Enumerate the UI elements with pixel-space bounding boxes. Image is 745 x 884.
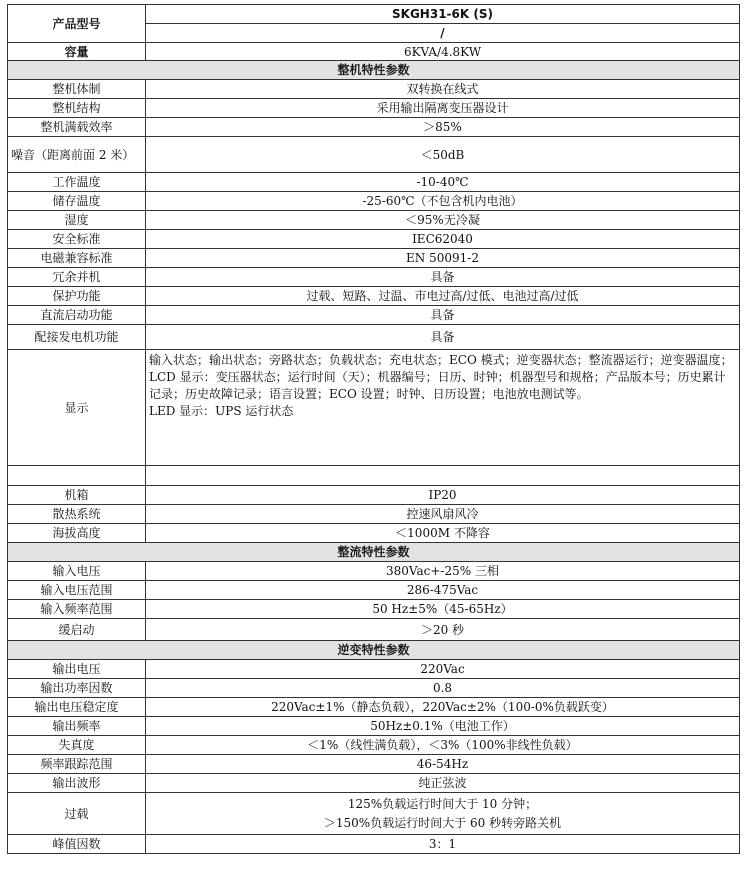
row-value: 纯正弦波 [146,774,740,793]
row-value: 具备 [146,268,740,287]
row-label: 输入频率范围 [8,600,146,619]
row-value: ＞20 秒 [146,619,740,641]
table-row [8,287,740,306]
table-row [8,774,740,793]
capacity-value: 6KVA/4.8KW [146,43,740,61]
table-row [8,173,740,192]
row-value: ＜95%无冷凝 [146,211,740,230]
table-row [8,211,740,230]
row-value: 286-475Vac [146,581,740,600]
row-label: 整机体制 [8,80,146,99]
table-row [8,118,740,137]
row-label: 机箱 [8,486,146,505]
display-row [8,350,740,466]
table-row [8,736,740,755]
table-row [8,793,740,835]
row-label: 输入电压 [8,562,146,581]
row-value: 0.8 [146,679,740,698]
row-label: 直流启动功能 [8,306,146,325]
row-value: 46-54Hz [146,755,740,774]
row-label: 保护功能 [8,287,146,306]
row-value: 双转换在线式 [146,80,740,99]
row-label: 输出功率因数 [8,679,146,698]
table-row [8,325,740,350]
row-label: 缓启动 [8,619,146,641]
overload-line-1: 125%负载运行时间大于 10 分钟； [347,796,538,811]
table-row [8,619,740,641]
row-label: 工作温度 [8,173,146,192]
row-value: 具备 [146,306,740,325]
display-line-status: 输入状态；输出状态；旁路状态；负载状态；充电状态；ECO 模式；逆变器状态；整流器运行；逆变器温度； [149,353,733,367]
model-value: SKGH31-6K (S) [146,5,740,24]
table-row [8,268,740,287]
row-label: 安全标准 [8,230,146,249]
row-value: ＜50dB [146,137,740,173]
table-row [8,192,740,211]
table-row [8,755,740,774]
row-value: IEC62040 [146,230,740,249]
row-label: 配接发电机功能 [8,325,146,350]
table-row [8,562,740,581]
model-label: 产品型号 [8,5,146,43]
table-row [8,80,740,99]
table-row [8,486,740,505]
model-sub: / [146,24,740,43]
row-label: 整机满载效率 [8,118,146,137]
row-label: 输出波形 [8,774,146,793]
row-label: 散热系统 [8,505,146,524]
table-row [8,249,740,268]
row-label: 电磁兼容标准 [8,249,146,268]
row-value: IP20 [146,486,740,505]
row-value: 控速风扇风冷 [146,505,740,524]
display-content [146,350,740,466]
row-value: 380Vac+-25% 三相 [146,562,740,581]
table-row [8,306,740,325]
empty-row [8,466,740,486]
table-row [8,698,740,717]
row-value: -10-40℃ [146,173,740,192]
row-value: 50 Hz±5%（45-65Hz） [146,600,740,619]
table-row [8,660,740,679]
overload-line-2: ＞150%负载运行时间大于 60 秒转旁路关机 [323,815,562,830]
capacity-label: 容量 [8,43,146,61]
overload-label: 过载 [8,793,146,835]
row-value: 过载、短路、过温、市电过高/过低、电池过高/过低 [146,287,740,306]
table-row [8,600,740,619]
row-value: ＜1000M 不降容 [146,524,740,543]
table-row [8,581,740,600]
table-row [8,835,740,854]
row-value: 具备 [146,325,740,350]
display-line-led: LED 显示：UPS 运行状态 [149,404,294,418]
row-label: 输出电压稳定度 [8,698,146,717]
row-label: 湿度 [8,211,146,230]
row-label: 失真度 [8,736,146,755]
table-row [8,717,740,736]
row-label: 频率跟踪范围 [8,755,146,774]
row-label: 输出频率 [8,717,146,736]
display-label: 显示 [8,350,146,466]
crest-value: 3：1 [146,835,740,854]
row-label: 输入电压范围 [8,581,146,600]
row-label: 整机结构 [8,99,146,118]
row-label: 噪音（距离前面 2 米） [8,137,146,173]
table-row [8,524,740,543]
row-value: EN 50091-2 [146,249,740,268]
display-line-lcd: LCD 显示：变压器状态；运行时间（天）；机器编号；日历、时钟；机器型号和规格；产品版本号；历史累计记录；历史故障记录；语言设置；ECO 设置；时钟、日历设置；电池放电测试等。 [149,370,726,401]
spec-table [7,4,740,854]
section-rectifier-title: 整流特性参数 [8,543,740,562]
overload-value [146,793,740,835]
row-label: 输出电压 [8,660,146,679]
table-row [8,679,740,698]
table-row [8,505,740,524]
row-value: ＞85% [146,118,740,137]
row-value: -25-60℃（不包含机内电池） [146,192,740,211]
row-value: ＜1%（线性满负载），＜3%（100%非线性负载） [146,736,740,755]
row-value: 220Vac±1%（静态负载），220Vac±2%（100-0%负载跃变） [146,698,740,717]
crest-label: 峰值因数 [8,835,146,854]
row-label: 冗余并机 [8,268,146,287]
row-label: 海拔高度 [8,524,146,543]
section-general-title: 整机特性参数 [8,61,740,80]
row-value: 50Hz±0.1%（电池工作） [146,717,740,736]
section-inverter-title: 逆变特性参数 [8,641,740,660]
table-row [8,137,740,173]
row-value: 220Vac [146,660,740,679]
row-label: 储存温度 [8,192,146,211]
table-row [8,230,740,249]
table-row [8,99,740,118]
row-value: 采用输出隔离变压器设计 [146,99,740,118]
